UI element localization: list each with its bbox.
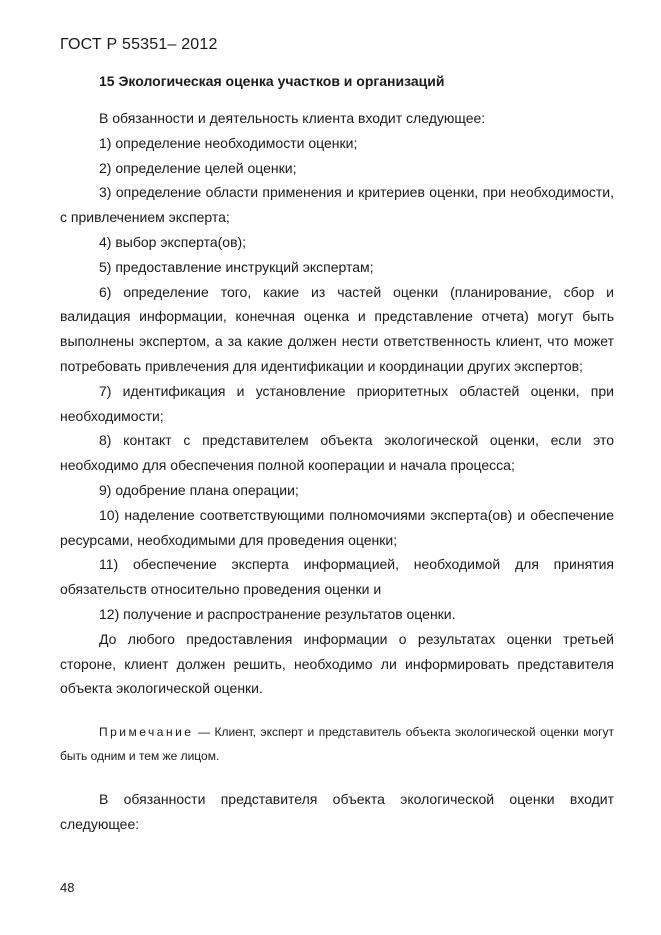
list-item: 6) определение того, какие из частей оценки (планирование, сбор и валидация информации, конечная оценка и представление отчета) могут быть выполнены экспертом, а за какие должен нести ответственность клиент, что может потребовать привлечения для идентификации и координации других экспертов; [60,283,614,374]
list-item: 1) определение необходимости оценки; [99,134,358,151]
document-header: ГОСТ Р 55351– 2012 [60,36,218,53]
paragraph: В обязанности и деятельность клиента входит следующее: [99,110,486,126]
list-item: 5) предоставление инструкций экспертам; [99,258,374,275]
list-item: 9) одобрение плана операции; [99,481,299,498]
document-body [60,106,614,837]
list-item: 4) выбор эксперта(ов); [99,233,247,250]
note-label: Примечание [99,725,194,740]
list-item: 3) определение области применения и критериев оценки, при необходимости, с привлечением эксперта; [60,184,614,226]
list-item: 12) получение и распространение результатов оценки. [99,605,456,622]
list-item: 10) наделение соответствующими полномочиями эксперта(ов) и обеспечение ресурсами, необходимыми для проведения оценки; [60,506,614,548]
section-heading: 15 Экологическая оценка участков и организаций [99,73,445,89]
list-item: 7) идентификация и установление приоритетных областей оценки, при необходимости; [60,382,614,424]
paragraph: В обязанности представителя объекта экологической оценки входит следующее: [60,791,614,832]
note-block [60,720,614,768]
note-text: — Клиент, эксперт и представитель объекта экологической оценки могут быть одним и тем же лицом. [60,725,614,764]
page-number: 48 [60,880,75,895]
list-item: 8) контакт с представителем объекта экологической оценки, если это необходимо для обеспечения полной кооперации и начала процесса; [60,432,614,474]
list-item: 2) определение целей оценки; [99,159,297,176]
list-item: 11) обеспечение эксперта информацией, необходимой для принятия обязательств относительно проведения оценки и [60,556,614,598]
paragraph: До любого предоставления информации о результатах оценки третьей стороне, клиент должен решить, необходимо ли информировать представителя объекта экологической оценки. [60,630,614,697]
